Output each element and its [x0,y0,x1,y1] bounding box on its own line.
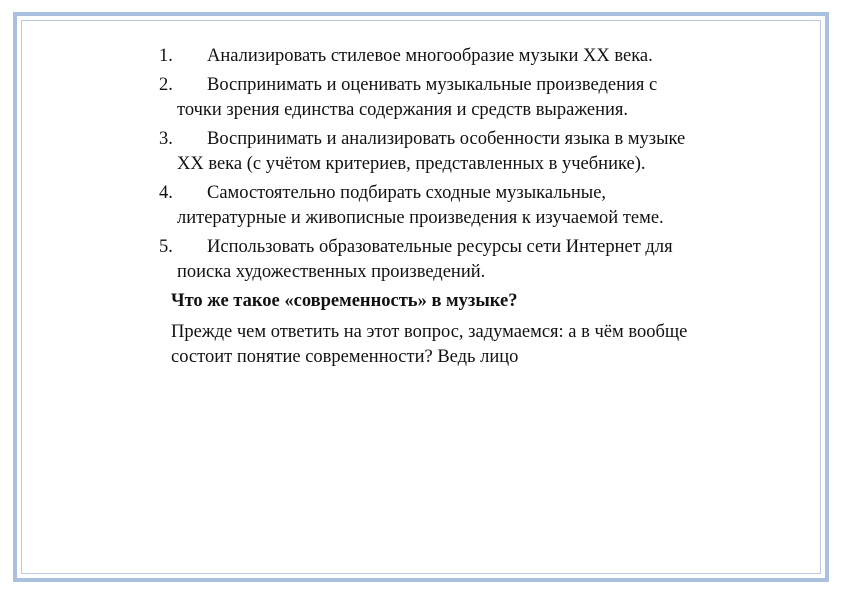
list-item-number: 5. [159,237,173,257]
section-heading: Что же такое «современность» в музыке? [171,291,518,311]
list-item-number: 4. [159,183,173,203]
list-item-text: Воспринимать и анализировать особенности языка в музыке ХХ века (с учётом критериев, представленных в учебнике). [177,129,686,174]
list-item-text: Использовать образовательные ресурсы сети Интернет для поиска художественных произведений. [177,237,673,282]
list-item [159,73,704,123]
list-item-number: 1. [159,46,173,66]
requirements-list [159,44,704,285]
list-item [159,181,704,231]
list-item-number: 2. [159,75,173,95]
list-item [159,235,704,285]
body-paragraph: Прежде чем ответить на этот вопрос, задумаемся: а в чём вообще состоит понятие современности? Ведь лицо [171,322,688,367]
list-item [159,44,704,69]
list-item-number: 3. [159,129,173,149]
list-item [159,127,704,177]
list-item-text: Самостоятельно подбирать сходные музыкальные, литературные и живописные произведения к изучаемой теме. [177,183,664,228]
slide-content [159,44,704,370]
list-item-text: Воспринимать и оценивать музыкальные произведения с точки зрения единства содержания и средств выражения. [177,75,658,120]
list-item-text: Анализировать стилевое многообразие музыки ХХ века. [207,46,653,66]
